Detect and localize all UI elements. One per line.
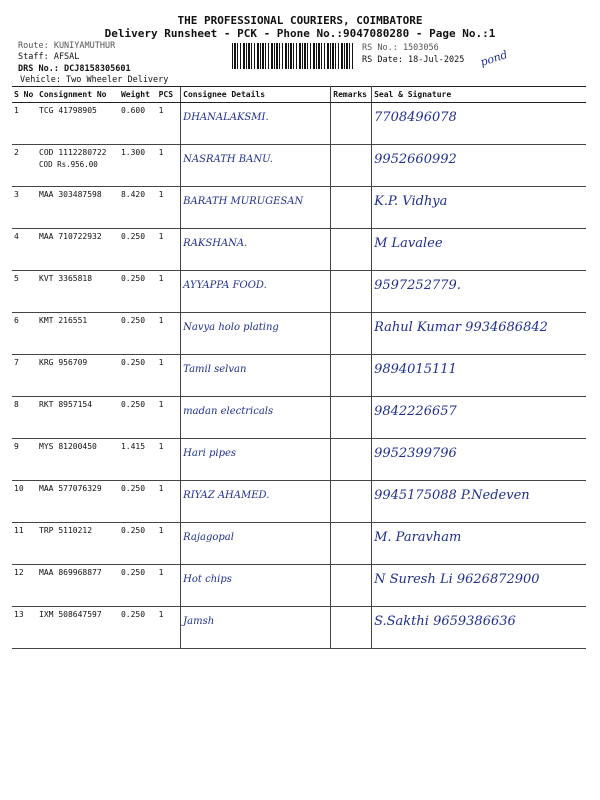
consignment-code: COD 1112280722 [39,148,107,157]
handwritten-signature: K.P. Vidhya [374,194,448,209]
table-row [12,523,586,565]
signature-cell [372,565,586,607]
consignment-code: TCG 41798905 [39,106,97,115]
signature-cell [372,607,586,649]
remarks-cell [331,607,372,649]
header-signature: Seal & Signature [372,87,586,103]
remarks-cell [331,187,372,229]
weight-value: 1.300 [119,145,157,187]
serial-number: 2 [12,145,37,187]
consignment-number [37,145,119,187]
cod-amount: COD Rs.956.00 [39,160,98,169]
handwritten-signature: 9952399796 [374,446,457,461]
weight-value: 0.250 [119,397,157,439]
serial-number: 10 [12,481,37,523]
consignee-cell [181,565,331,607]
signature-cell [372,271,586,313]
consignment-number [37,607,119,649]
remarks-cell [331,397,372,439]
serial-number: 3 [12,187,37,229]
consignment-code: IXM 508647597 [39,610,102,619]
signature-cell [372,481,586,523]
weight-value: 0.250 [119,523,157,565]
consignment-number [37,439,119,481]
handwritten-signature: 9597252779. [374,278,461,293]
weight-value: 0.250 [119,607,157,649]
pieces-count: 1 [157,565,181,607]
handwritten-signature: 9842226657 [374,404,457,419]
signature-cell [372,187,586,229]
header-remarks: Remarks [331,87,372,103]
consignment-code: KVT 3365818 [39,274,93,283]
consignee-name: RAKSHANA. [183,238,248,249]
header-consignee: Consignee Details [181,87,331,103]
handwritten-signature: Rahul Kumar 9934686842 [374,320,548,335]
consignment-number [37,481,119,523]
consignee-name: DHANALAKSMI. [183,112,269,123]
header-sno: S No [12,87,37,103]
company-title: THE PROFESSIONAL COURIERS, COIMBATORE [177,14,423,27]
consignee-name: NASRATH BANU. [183,154,273,165]
consignment-code: MAA 303487598 [39,190,102,199]
serial-number: 9 [12,439,37,481]
serial-number: 13 [12,607,37,649]
consignment-number [37,355,119,397]
remarks-cell [331,523,372,565]
table-body [12,103,586,649]
rs-number: RS No.: 1503056 [362,43,439,53]
remarks-cell [331,565,372,607]
consignee-name: Hot chips [183,574,232,585]
table-row [12,397,586,439]
serial-number: 4 [12,229,37,271]
handwritten-signature: N Suresh Li 9626872900 [374,572,540,587]
signature-cell [372,355,586,397]
consignment-number [37,397,119,439]
remarks-cell [331,313,372,355]
serial-number: 11 [12,523,37,565]
pieces-count: 1 [157,523,181,565]
consignee-name: RIYAZ AHAMED. [183,490,270,501]
table-row [12,565,586,607]
pieces-count: 1 [157,481,181,523]
pieces-count: 1 [157,313,181,355]
serial-number: 7 [12,355,37,397]
signature-cell [372,523,586,565]
weight-value: 0.250 [119,355,157,397]
consignee-cell [181,355,331,397]
consignment-code: KMT 216551 [39,316,88,325]
pieces-count: 1 [157,607,181,649]
weight-value: 0.250 [119,271,157,313]
weight-value: 8.420 [119,187,157,229]
consignee-cell [181,271,331,313]
table-row [12,355,586,397]
signature-cell [372,313,586,355]
remarks-cell [331,145,372,187]
handwritten-note: pond [478,48,510,69]
consignee-name: madan electricals [183,406,274,417]
table-row [12,313,586,355]
handwritten-signature: 9945175088 P.Nedeven [374,488,530,503]
rs-date: RS Date: 18-Jul-2025 [362,55,465,65]
pieces-count: 1 [157,187,181,229]
handwritten-signature: S.Sakthi 9659386636 [374,614,516,629]
pieces-count: 1 [157,103,181,145]
table-row [12,103,586,145]
consignment-number [37,187,119,229]
table-row [12,187,586,229]
consignment-code: KRG 956709 [39,358,88,367]
drs-number: DRS No.: DCJ8158305601 [18,64,131,74]
consignee-name: Tamil selvan [183,364,247,375]
remarks-cell [331,229,372,271]
table-row [12,607,586,649]
weight-value: 0.600 [119,103,157,145]
consignee-name: Jamsh [183,616,215,627]
consignment-code: MYS 81200450 [39,442,97,451]
consignee-cell [181,229,331,271]
remarks-cell [331,103,372,145]
remarks-cell [331,271,372,313]
consignee-cell [181,145,331,187]
consignee-name: Rajagopal [183,532,234,543]
consignment-code: MAA 710722932 [39,232,102,241]
pieces-count: 1 [157,397,181,439]
consignment-number [37,271,119,313]
consignee-cell [181,439,331,481]
consignment-code: MAA 869968877 [39,568,102,577]
consignee-cell [181,481,331,523]
staff-label: Staff: AFSAL [18,52,80,62]
handwritten-signature: M Lavalee [374,236,443,251]
barcode [232,43,354,69]
table-row [12,229,586,271]
serial-number: 1 [12,103,37,145]
pieces-count: 1 [157,439,181,481]
consignee-cell [181,523,331,565]
route-label: Route: KUNIYAMUTHUR [18,41,116,51]
weight-value: 0.250 [119,229,157,271]
consignment-number [37,565,119,607]
table-row [12,439,586,481]
consignee-cell [181,103,331,145]
runsheet-table [12,86,586,649]
consignee-cell [181,397,331,439]
pieces-count: 1 [157,355,181,397]
handwritten-signature: 9952660992 [374,152,457,167]
weight-value: 0.250 [119,313,157,355]
serial-number: 8 [12,397,37,439]
consignee-cell [181,607,331,649]
header-weight: Weight [119,87,157,103]
table-row [12,145,586,187]
remarks-cell [331,481,372,523]
table-row [12,271,586,313]
signature-cell [372,229,586,271]
signature-cell [372,439,586,481]
consignment-code: MAA 577076329 [39,484,102,493]
pieces-count: 1 [157,229,181,271]
weight-value: 0.250 [119,565,157,607]
table-header-row [12,87,586,103]
consignment-number [37,103,119,145]
weight-value: 0.250 [119,481,157,523]
serial-number: 6 [12,313,37,355]
header-consignment: Consignment No [37,87,119,103]
remarks-cell [331,355,372,397]
consignment-number [37,229,119,271]
handwritten-signature: 9894015111 [374,362,457,377]
signature-cell [372,397,586,439]
remarks-cell [331,439,372,481]
runsheet-title: Delivery Runsheet - PCK - Phone No.:9047080280 - Page No.:1 [104,27,496,40]
consignee-name: Navya holo plating [183,322,279,333]
pieces-count: 1 [157,145,181,187]
pieces-count: 1 [157,271,181,313]
consignee-name: Hari pipes [183,448,237,459]
handwritten-signature: 7708496078 [374,110,457,125]
serial-number: 5 [12,271,37,313]
consignee-name: AYYAPPA FOOD. [183,280,267,291]
handwritten-signature: M. Paravham [374,530,462,545]
consignment-number [37,313,119,355]
header-pcs: PCS [157,87,181,103]
serial-number: 12 [12,565,37,607]
consignment-code: RKT 8957154 [39,400,93,409]
signature-cell [372,145,586,187]
vehicle-label: Vehicle: Two Wheeler Delivery [20,75,169,85]
consignment-number [37,523,119,565]
weight-value: 1.415 [119,439,157,481]
consignee-name: BARATH MURUGESAN [183,196,304,207]
table-row [12,481,586,523]
consignment-code: TRP 5110212 [39,526,93,535]
consignee-cell [181,187,331,229]
consignee-cell [181,313,331,355]
signature-cell [372,103,586,145]
